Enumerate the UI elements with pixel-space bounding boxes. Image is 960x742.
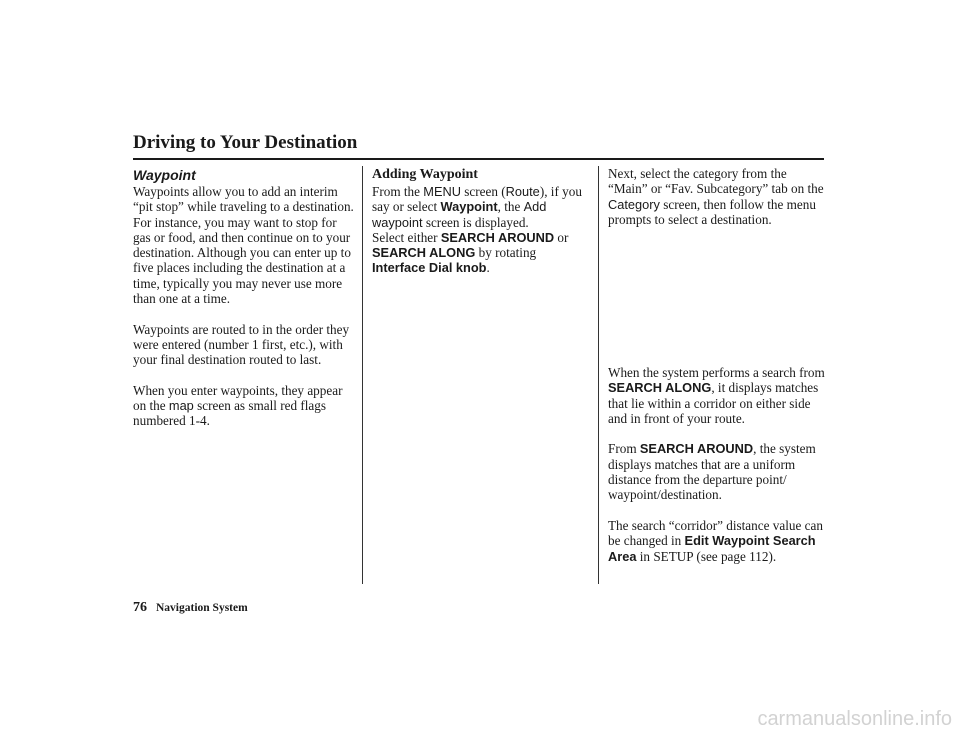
text-fragment: , the system displays matches that are a uniform distance from the departure point/ waypoint/destination. [608, 441, 816, 503]
ui-term-search-along: SEARCH ALONG [608, 380, 712, 396]
ui-term-waypoint: Waypoint [440, 199, 498, 215]
text-fragment: screen is displayed. [422, 214, 529, 230]
column-divider-right [598, 166, 599, 584]
text-fragment: in SETUP (see page 112). [636, 548, 777, 564]
page-number: 76 [133, 600, 147, 615]
text-fragment: Next, select the category from the “Main” or “Fav. Subcategory” tab on the [608, 166, 824, 197]
ui-term-search-along: SEARCH ALONG [372, 245, 476, 261]
ui-term-edit-waypoint-search-area: Edit Waypoint Search Area [608, 533, 816, 564]
paragraph-waypoint-order: Waypoints are routed to in the order they were entered (number 1 first, etc.), with your final destination routed to last. [133, 321, 350, 368]
text-fragment: screen as small red flags numbered 1-4. [133, 398, 327, 429]
column-waypoint [133, 166, 355, 444]
page-footer [133, 598, 248, 616]
text-fragment: Select either [372, 229, 441, 245]
text-fragment: When you enter waypoints, they appear on the [133, 382, 343, 414]
section-heading-adding-waypoint: Adding Waypoint [372, 167, 478, 182]
section-heading-waypoint: Waypoint [133, 167, 196, 183]
text-fragment: The search “corridor” distance value can be changed in [608, 517, 823, 549]
text-fragment: screen ( [460, 184, 506, 199]
text-fragment: From [608, 441, 640, 457]
text-fragment: or [554, 229, 569, 245]
watermark: carmanualsonline.info [757, 708, 952, 730]
text-fragment: . [486, 260, 490, 276]
ui-term-search-around: SEARCH AROUND [440, 229, 555, 245]
text-fragment: , it displays matches that lie within a corridor on either side and in front of your route. [608, 380, 819, 426]
ui-term-search-around: SEARCH AROUND [639, 441, 754, 457]
paragraph-waypoint-map [133, 383, 355, 429]
paragraph-search-along [608, 365, 826, 426]
ui-term-interface-dial: Interface Dial knob [372, 260, 487, 276]
text-fragment: From the [372, 184, 424, 199]
text-fragment: screen, then follow the menu prompts to select a destination. [608, 196, 816, 227]
ui-term-add-waypoint: Add waypoint [372, 199, 547, 230]
paragraph-waypoint-intro: Waypoints allow you to add an interim “pit stop” while traveling to a destination. For instance, you may want to stop for gas or food, and then continue on to your destination. Although you can enter up to five places including the destination at a time, typically you may never use more than one at a time. [133, 184, 354, 307]
text-fragment: by rotating [475, 245, 537, 261]
paragraph-category [608, 166, 826, 227]
column-adding-waypoint [372, 166, 590, 276]
ui-term-menu: MENU [423, 184, 461, 199]
ui-term-route: Route [505, 184, 540, 199]
paragraph-adding-intro [372, 184, 590, 230]
title-rule [133, 158, 824, 160]
text-fragment: , the [497, 199, 524, 215]
column-search-modes [608, 365, 826, 579]
footer-label: Navigation System [156, 602, 248, 614]
ui-term-map: map [168, 398, 194, 414]
column-category [608, 166, 826, 242]
text-fragment: ), if you say or select [372, 184, 582, 215]
text-fragment: When the system performs a search from [608, 365, 825, 380]
page-title: Driving to Your Destination [133, 132, 358, 153]
column-divider-left [362, 166, 363, 584]
ui-term-category: Category [608, 196, 660, 212]
paragraph-corridor [608, 518, 826, 564]
paragraph-adding-select [372, 230, 590, 276]
paragraph-search-around [608, 441, 826, 502]
